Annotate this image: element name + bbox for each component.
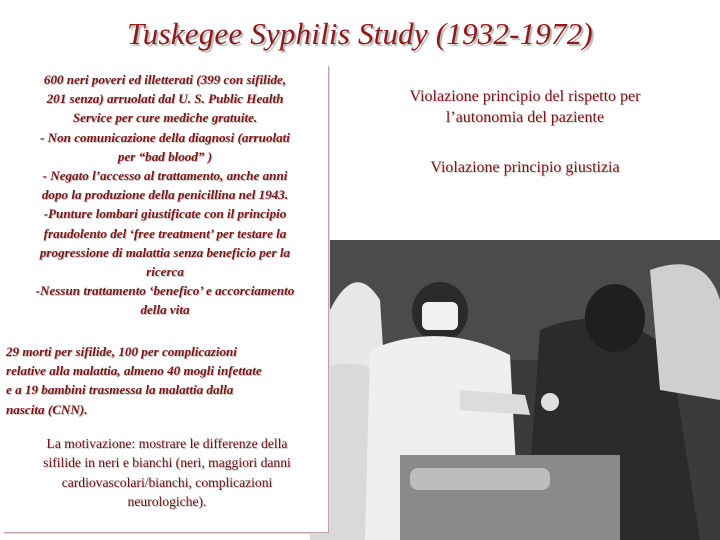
- photo-illustration: [310, 240, 720, 540]
- outcome-statistics: [6, 342, 328, 419]
- text-line: La motivazione: mostrare le differenze della: [46, 436, 288, 451]
- text-line: 201 senza) arruolati dal U. S. Public Health: [46, 91, 284, 107]
- historical-photo: [310, 240, 720, 540]
- text-line: -Punture lombari giustificate con il principio: [43, 206, 287, 222]
- text-line: neurologiche).: [127, 494, 207, 510]
- doctor-mask-shape: [422, 302, 458, 330]
- text-line: e a 19 bambini trasmessa la malattia dalla: [6, 382, 234, 398]
- autonomy-violation-note: [345, 86, 705, 128]
- table-shape: [400, 455, 620, 540]
- text-line: sifilide in neri e bianchi (neri, maggiori danni: [43, 455, 291, 471]
- text-line: -Nessun trattamento ‘benefico’ e accorciamento: [35, 283, 295, 299]
- text-line: - Non comunicazione della diagnosi (arruolati: [40, 129, 290, 145]
- note-line: Violazione principio del rispetto per: [409, 88, 641, 105]
- study-description: [4, 70, 326, 320]
- text-line: - Negato l’accesso al trattamento, anche anni: [42, 168, 288, 184]
- study-motivation: [6, 434, 328, 512]
- text-line: della vita: [140, 302, 190, 318]
- text-line: cardiovascolari/bianchi, complicazioni: [61, 474, 273, 490]
- tray-shape: [410, 468, 550, 490]
- text-line: 29 morti per sifilide, 100 per complicazioni: [6, 344, 237, 359]
- right-nurse-shape: [650, 264, 720, 400]
- text-line: ricerca: [146, 264, 184, 280]
- text-line: nascita (CNN).: [6, 401, 88, 417]
- text-line: dopo la produzione della penicillina nel 1943.: [41, 187, 289, 203]
- note-line: Violazione principio giustizia: [430, 159, 620, 176]
- text-line: relative alla malattia, almeno 40 mogli infettate: [6, 363, 262, 379]
- justice-violation-note: [345, 157, 705, 178]
- study-facts-box: [4, 66, 329, 533]
- text-line: fraudolento del ‘free treatment’ per testare la: [43, 225, 287, 241]
- patient-head-shape: [585, 284, 645, 352]
- text-line: progressione di malattia senza beneficio per la: [39, 244, 291, 260]
- note-line: l’autonomia del paziente: [445, 109, 605, 126]
- puncture-spot-shape: [541, 393, 559, 411]
- text-line: Service per cure mediche gratuite.: [72, 110, 258, 126]
- text-line: per “bad blood” ): [117, 148, 213, 164]
- text-line: 600 neri poveri ed illetterati (399 con sifilide,: [43, 72, 287, 87]
- slide-title: Tuskegee Syphilis Study (1932-1972): [127, 16, 593, 51]
